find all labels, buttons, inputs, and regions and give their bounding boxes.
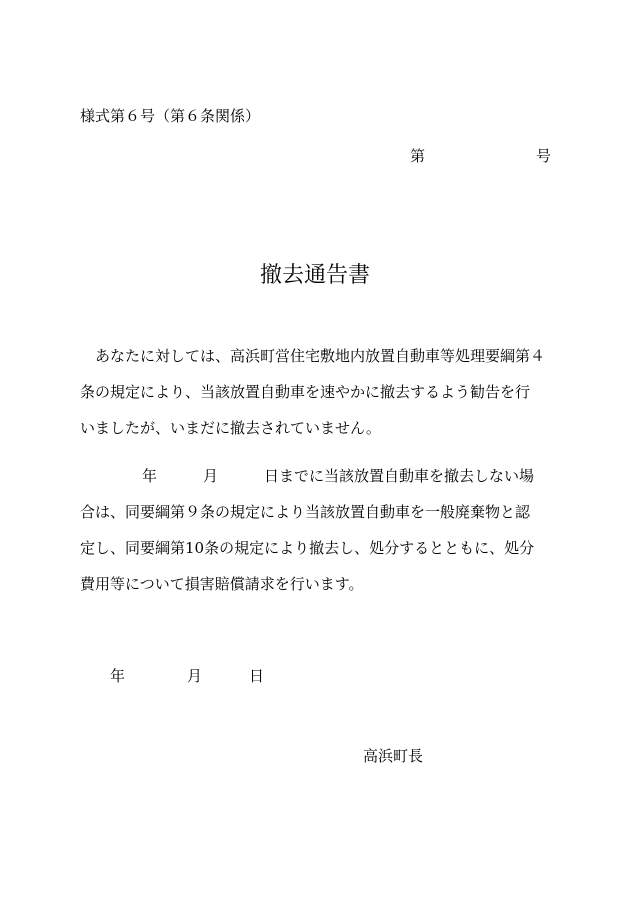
issue-date-year: 年 [110,667,126,685]
paragraph-line: 費用等について損害賠償請求を行います。 [80,575,364,593]
issue-date-day: 日 [249,667,265,685]
paragraph-line: 条の規定により、当該放置自動車を速やかに撤去するよう勧告を行 [80,383,531,401]
paragraph-line: いましたが、いまだに撤去されていません。 [80,419,381,437]
paragraph-line: 定し、同要綱第10条の規定により撤去し、処分するとともに、処分 [80,539,535,557]
notice-paragraph-1 [80,346,550,454]
document-number-suffix: 号 [536,147,552,165]
notice-paragraph-2 [80,502,550,610]
paragraph-line: あなたに対しては、高浜町営住宅敷地内放置自動車等処理要綱第４ [80,347,546,365]
issue-date-month: 月 [187,667,203,685]
deadline-day-text: 日までに当該放置自動車を撤去しない場 [264,467,535,485]
deadline-year-label: 年 [142,467,158,485]
document-number-prefix: 第 [410,147,426,165]
deadline-month-label: 月 [203,467,219,485]
form-number-label: 様式第６号（第６条関係） [80,107,261,125]
paragraph-line: 合は、同要綱第９条の規定により当該放置自動車を一般廃棄物と認 [80,503,531,521]
signer-name: 高浜町長 [363,747,424,765]
document-title: 撤去通告書 [259,263,370,288]
